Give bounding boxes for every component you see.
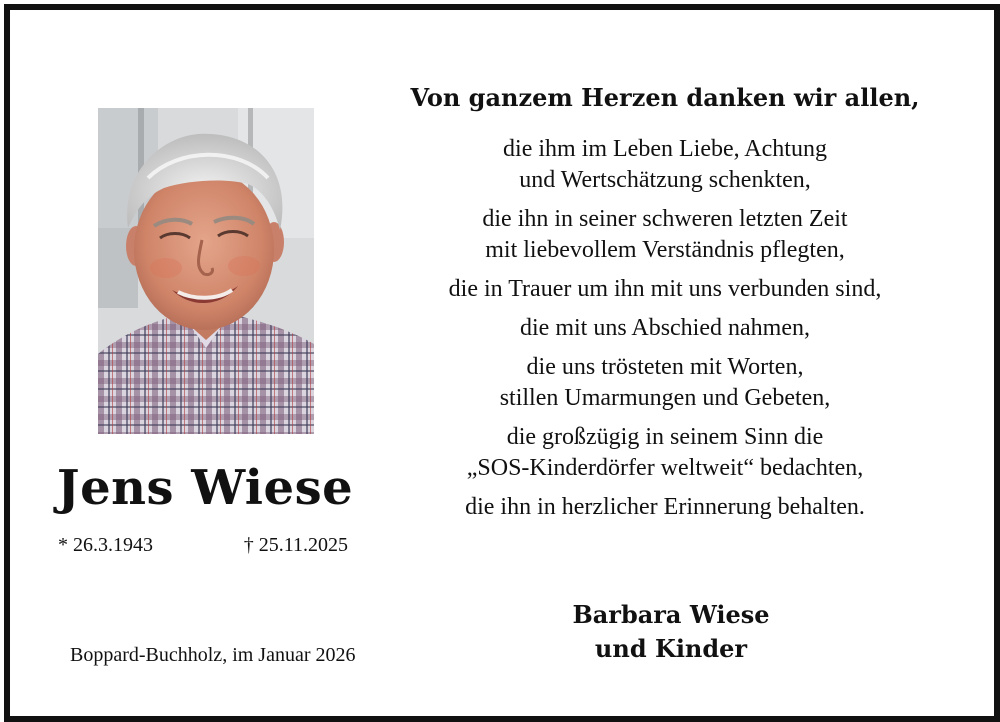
portrait-photo [98, 108, 314, 434]
stanza [362, 352, 968, 414]
stanza [362, 313, 968, 344]
stanza-line: und Wertschätzung schenkten, [519, 167, 811, 193]
stanza-line: die großzügig in seinem Sinn die [506, 424, 824, 450]
stanza-line: die mit uns Abschied nahmen, [520, 315, 810, 341]
stanza [362, 422, 968, 484]
stanza [362, 274, 968, 305]
stanza [362, 134, 968, 196]
birth-date: * 26.3.1943 [58, 534, 153, 556]
stanza-line: die ihn in seiner schweren letzten Zeit [482, 206, 848, 232]
stanza-line: stillen Umarmungen und Gebeten, [499, 385, 831, 411]
obituary-card [4, 4, 1000, 722]
thanks-heading: Von ganzem Herzen danken wir allen, [410, 83, 920, 112]
life-dates [58, 532, 348, 558]
signature [520, 598, 822, 666]
place-and-date: Boppard-Buchholz, im Januar 2026 [70, 644, 356, 666]
stanza-line: mit liebevollem Verständnis pflegten, [485, 237, 845, 263]
signature-line: Barbara Wiese [572, 600, 770, 629]
signature-line: und Kinder [594, 634, 748, 663]
stanza-line: die in Trauer um ihn mit uns verbunden sind, [448, 276, 882, 302]
stanza-line: „SOS-Kinderdörfer weltweit“ bedachten, [466, 455, 864, 481]
stanza [362, 492, 968, 523]
thanks-text [362, 82, 968, 531]
deceased-name: Jens Wiese [56, 460, 354, 516]
death-date: † 25.11.2025 [243, 534, 348, 556]
stanza-line: die uns trösteten mit Worten, [526, 354, 804, 380]
stanza-line: die ihm im Leben Liebe, Achtung [503, 136, 827, 162]
stanza-line: die ihn in herzlicher Erinnerung behalten. [465, 494, 865, 520]
stanza [362, 204, 968, 266]
